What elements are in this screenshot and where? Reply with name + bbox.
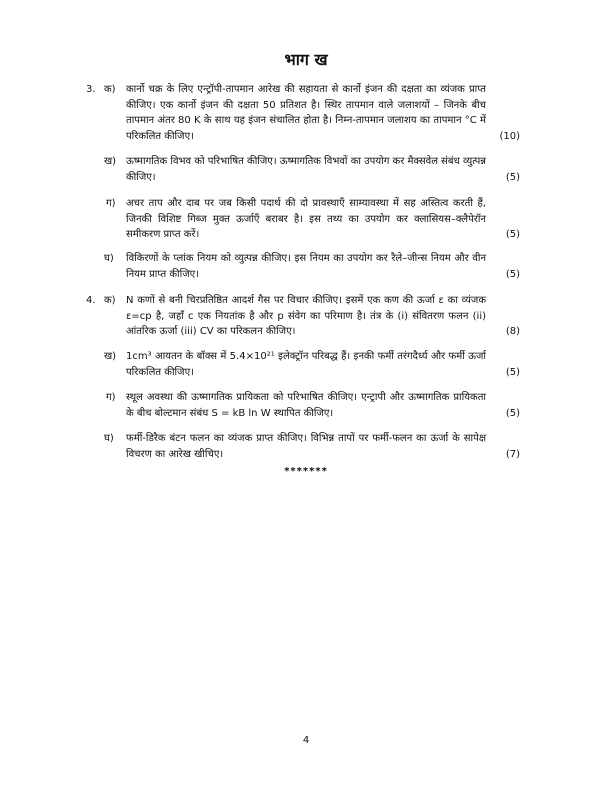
marks: (5) [505, 229, 520, 240]
marks: (5) [505, 268, 520, 280]
marks: (5) [505, 171, 520, 183]
question-4a [86, 293, 526, 340]
marks: (5) [505, 407, 520, 419]
question-text: N कणों से बनी चिरप्रतिष्ठित आदर्श गैस पर विचार कीजिए। इसमें एक कण की ऊर्जा ε का व्यंजक ε=cp है, जहाँ c एक नियतांक है और p संवेग का परिमाण है। तंत्र के (i) संवितरण फलन (ii) आंतरिक ऊर्जा (iii) CV का परिकलन कीजिए। [126, 295, 486, 337]
question-4c [86, 390, 526, 421]
subpart-label: ख) [104, 351, 117, 362]
marks: (7) [505, 448, 520, 460]
marks: (10) [499, 130, 520, 142]
marks: (8) [505, 326, 520, 337]
section-heading: भाग ख [284, 50, 328, 69]
subpart-label: घ) [104, 433, 114, 444]
question-text: अचर ताप और दाब पर जब किसी पदार्थ की दो प्रावस्थाएँ साम्यावस्था में सह अस्तित्व करती हैं, जिनकी विशिष्ट गिब्ज मुक्त ऊर्जाएँ बराबर है। इस तथ्य का उपयोग कर क्लासियस–क्लैपेरॉन समीकरण प्राप्त करें। [126, 198, 486, 240]
question-number: 4. [86, 295, 96, 306]
question-number: 3. [86, 84, 96, 95]
question-text: 1cm³ आयतन के बॉक्स में 5.4×10²¹ इलेक्ट्रॉन परिबद्ध हैं। इनकी फर्मी तरंगदैर्ध्य और फर्मी ऊर्जा परिकलित कीजिए। [126, 351, 486, 378]
question-text: कार्नो चक्र के लिए एन्ट्रॉपी-तापमान आरेख की सहायता से कार्नो इंजन की दक्षता का व्यंजक प्राप्त कीजिए। एक कार्नो इंजन की दक्षता 50 प्रतिशत है। स्थिर तापमान वाले जलाशयों – जिनके बीच तापमान अंतर 80 K के साथ यह इंजन संचालित होता है। निम्न-तापमान जलाशय का तापमान °C में परिकलित कीजिए। [126, 84, 486, 142]
question-3a [86, 82, 526, 144]
question-text: स्थूल अवस्था की ऊष्मागतिक प्रायिकता को परिभाषित कीजिए। एन्ट्रापी और ऊष्मागतिक प्रायिकता के बीच बोल्टमान संबंध S = kB ln W स्थापित कीजिए। [126, 392, 486, 419]
question-text: फर्मी-डिरैक बंटन फलन का व्यंजक प्राप्त कीजिए। विभिन्न तापों पर फर्मी-फलन का ऊर्जा के सापेक्ष विचरण का आरेख खीचिए। [126, 433, 486, 460]
question-3c [86, 196, 526, 243]
question-3b [86, 154, 526, 185]
subpart-label: ग) [106, 198, 116, 209]
end-separator: ******* [284, 466, 328, 477]
question-3d [86, 251, 526, 282]
marks: (5) [505, 366, 520, 378]
subpart-label: क) [104, 84, 116, 95]
question-text: ऊष्मागतिक विभव को परिभाषित कीजिए। ऊष्मागतिक विभवों का उपयोग कर मैक्सवेल संबंध व्युत्पन्न कीजिए। [126, 156, 486, 183]
subpart-label: क) [104, 295, 116, 306]
question-4b [86, 349, 526, 380]
page-number: 4 [302, 735, 310, 746]
question-4d [86, 431, 526, 462]
subpart-label: घ) [104, 253, 114, 264]
question-text: विकिरणों के प्लांक नियम को व्युत्पन्न कीजिए। इस नियम का उपयोग कर रैले–जीन्स नियम और वीन नियम प्राप्त कीजिए। [126, 253, 486, 280]
subpart-label: ग) [106, 392, 116, 403]
subpart-label: ख) [104, 156, 117, 167]
